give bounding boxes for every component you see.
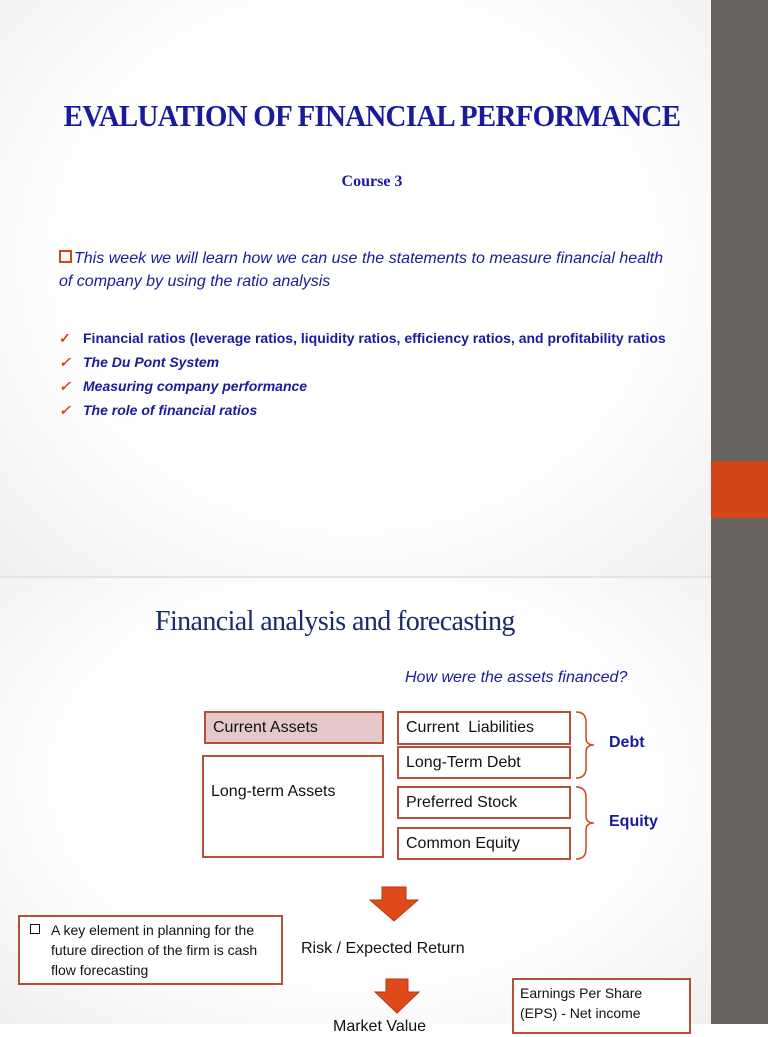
partial-text (333, 1017, 427, 1035)
slide-financial-analysis (0, 578, 711, 1035)
sidebar-accent (711, 461, 768, 518)
check-icon: ✓ (59, 378, 71, 394)
check-icon: ✓ (59, 402, 71, 418)
current-assets-box (204, 711, 384, 744)
check-icon: ✓ (59, 330, 71, 346)
check-icon: ✓ (59, 354, 71, 370)
list-item (59, 328, 669, 348)
note-text: A key element in planning for the future direction of the firm is cash flow forecasting (51, 922, 258, 978)
long-term-assets-box (202, 755, 384, 858)
topic-list (59, 328, 669, 424)
list-item-text: Financial ratios (leverage ratios, liquidity ratios, efficiency ratios, and profitability ratios (83, 330, 666, 346)
slide-subtitle: Course 3 (341, 173, 403, 190)
debt-brace-icon (574, 710, 604, 780)
slide-title: EVALUATION OF FINANCIAL PERFORMANCE (63, 98, 681, 133)
box-label: Long-Term Debt (406, 753, 521, 771)
list-item (59, 400, 669, 420)
list-item (59, 376, 669, 396)
slide-title: Financial analysis and forecasting (155, 606, 515, 637)
common-equity-box (397, 827, 571, 860)
equity-label: Equity (609, 813, 658, 830)
box-label: Common Equity (406, 834, 520, 852)
square-bullet-icon (30, 924, 40, 934)
box-label: Preferred Stock (406, 793, 518, 811)
box-label: Current Assets (213, 718, 318, 736)
current-liabilities-box (397, 711, 571, 745)
box-label: Current Liabilities (406, 719, 535, 736)
long-term-debt-box (397, 746, 571, 779)
equity-brace-icon (574, 785, 604, 861)
square-bullet-icon (59, 250, 72, 263)
list-item (59, 352, 669, 372)
risk-return-text: Risk / Expected Return (301, 940, 465, 957)
partial-text-label: Market Value (333, 1018, 427, 1035)
arrow-down-icon (374, 978, 420, 1014)
list-item-text: The Du Pont System (83, 354, 220, 370)
list-item-text: The role of financial ratios (83, 402, 258, 418)
eps-text: Earnings Per Share (EPS) - Net income (520, 985, 643, 1021)
box-label: Long-term Assets (211, 783, 336, 800)
intro-paragraph (59, 247, 663, 293)
list-item-text: Measuring company performance (83, 378, 308, 394)
eps-box (512, 978, 691, 1034)
question-text: How were the assets financed? (405, 669, 628, 686)
intro-text: This week we will learn how we can use the statements to measure financial health of company by using the ratio analysis (59, 250, 663, 290)
preferred-stock-box (397, 786, 571, 819)
cash-flow-note-box (18, 915, 283, 985)
arrow-down-icon (369, 886, 419, 922)
debt-label: Debt (609, 734, 645, 751)
